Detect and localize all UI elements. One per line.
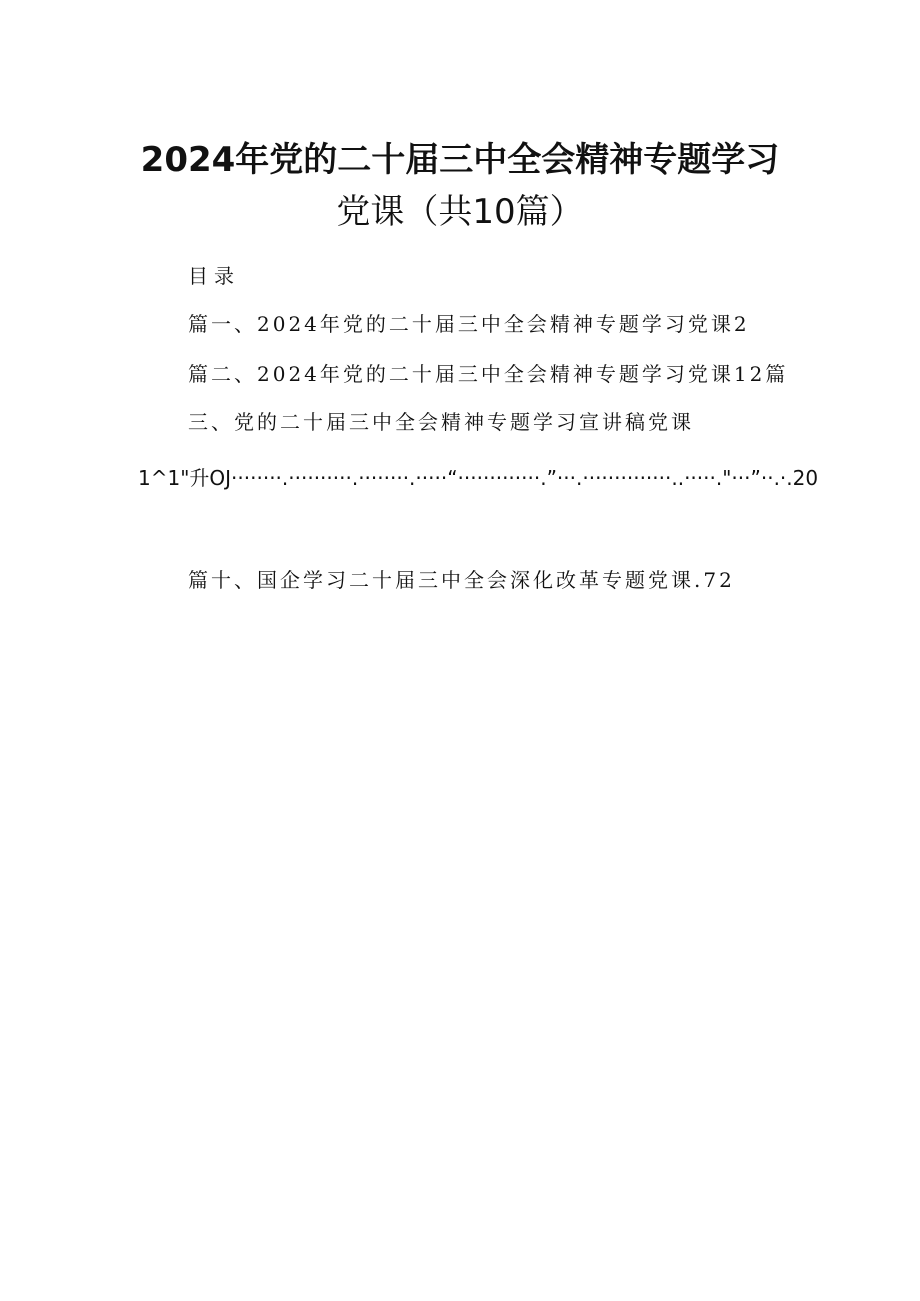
toc-entry: 篇一、2024年党的二十届三中全会精神专题学习党课2 <box>188 312 750 336</box>
toc-entry: 篇二、2024年党的二十届三中全会精神专题学习党课12篇 <box>188 362 789 386</box>
toc-entry: 三、党的二十届三中全会精神专题学习宣讲稿党课 <box>188 410 694 434</box>
toc-heading: 目录 <box>188 264 240 288</box>
toc-entry: 篇十、国企学习二十届三中全会深化改革专题党课.72 <box>188 568 735 592</box>
document-title-line-2: 党课（共10篇） <box>336 192 584 232</box>
document-title-line-1: 2024年党的二十届三中全会精神专题学习 <box>140 140 780 180</box>
toc-entry-dotted-leader: 1^1"升OJ········.··········.········.·····“·············.”···.··············..·····."···”··.·.20 <box>138 466 819 490</box>
